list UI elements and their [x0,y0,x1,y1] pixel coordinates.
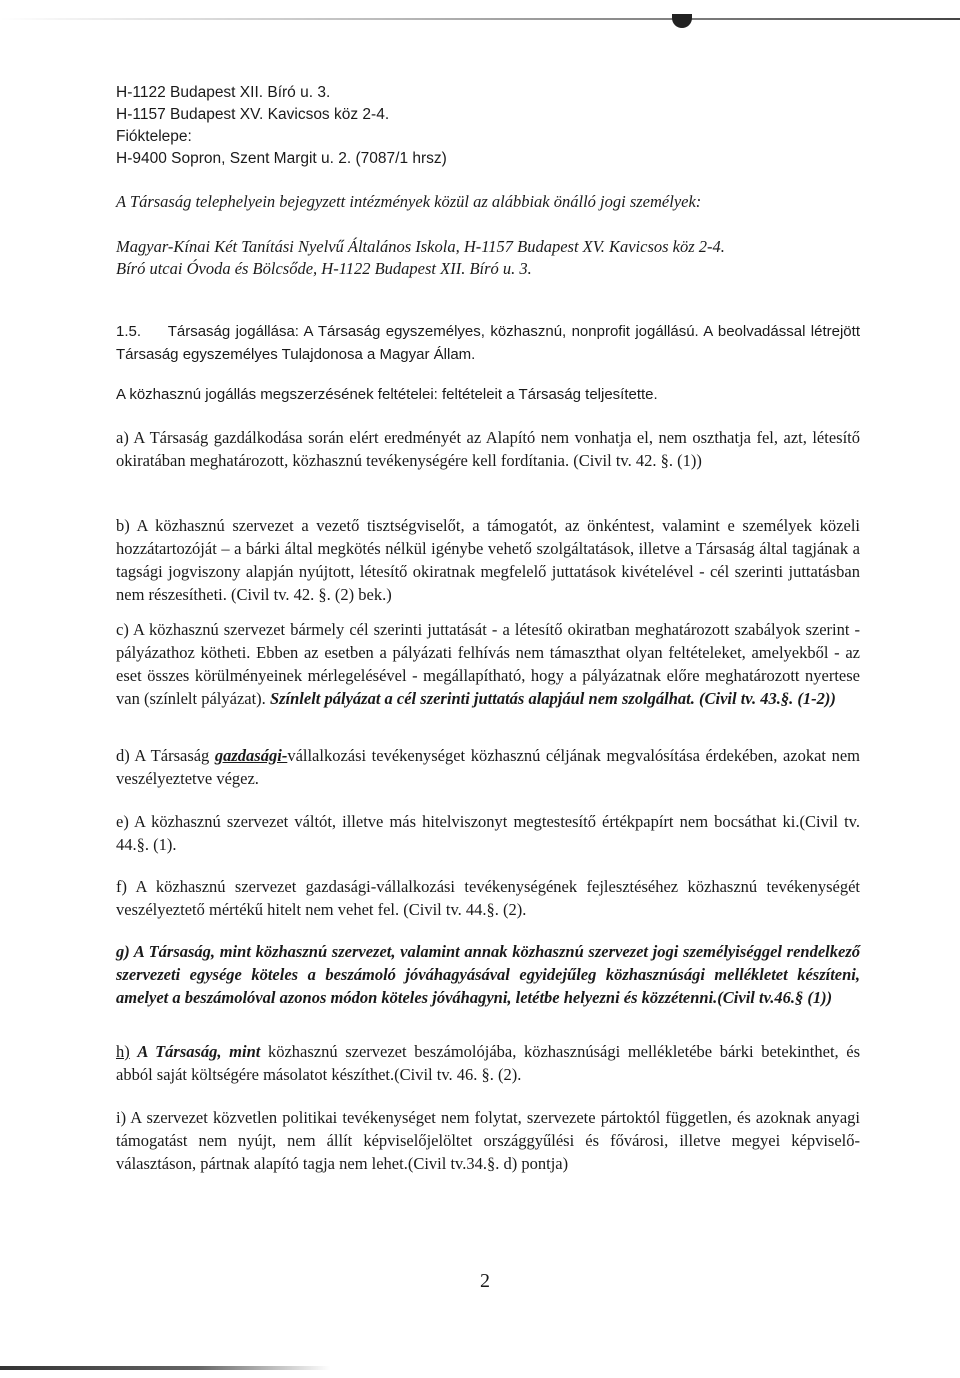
institutions-heading: A Társaság telephelyein bejegyzett intézmények közül az alábbiak önálló jogi személyek: [116,192,702,211]
paragraph-h-emphasis: A Társaság, mint [137,1042,261,1061]
paragraph-d-emphasis: gazdasági- [214,746,288,765]
paragraph-i: i) A szervezet közvetlen politikai tevékenységet nem folytat, szervezete pártoktól független, és azoknak anyagi támogatást nem nyújt, nem állít képviselőjelöltet országgyűlési és fővárosi, illetve megyei képviselő-választáson, pártnak alapító tagja nem lehet.(Civil tv.34.§. d) pontja) [116,1108,860,1173]
paragraph-e: e) A közhasznú szervezet váltót, illetve más hitelviszonyt megtestesítő értékpapírt nem bocsáthat ki.(Civil tv. 44.§. (1). [116,812,860,854]
paragraph-c-emphasis: Színlelt pályázat a cél szerinti juttatás alapjául nem szolgálhat. (Civil tv. 43.§. (1-2)) [269,689,836,708]
address-line: H-9400 Sopron, Szent Margit u. 2. (7087/1 hrsz) [116,150,447,167]
paragraph-c [116,618,860,710]
paragraph-f: f) A közhasznú szervezet gazdasági-vállalkozási tevékenységének fejlesztéséhez közhasznú tevékenységét veszélyeztető mértékű hitelt nem vehet fel. (Civil tv. 44.§. (2). [116,877,860,919]
section-text: Társaság jogállása: A Társaság egyszemélyes, közhasznú, nonprofit jogállású. A beolvadással létrejött Társaság egyszemélyes Tulajdonosa a Magyar Állam. [116,323,860,363]
paragraph-h-suffix: közhasznú szervezet beszámolójába, közhasznúsági mellékletébe bárki betekinthet, és abból saját költségére másolatot készíthet.(Civil tv. 46. §. (2). [116,1042,861,1084]
paragraph-d-suffix: vállalkozási tevékenységet közhasznú céljának megvalósítása érdekében, azokat nem veszélyeztetve végez. [116,746,860,788]
paragraph-d [116,744,860,790]
address-block [116,82,860,170]
section-1-5 [116,320,860,366]
scan-artifact-bottom [0,1366,330,1370]
conditions-line: A közhasznú jogállás megszerzésének feltételei: feltételeit a Társaság teljesítette. [116,386,658,403]
address-line: H-1122 Budapest XII. Bíró u. 3. [116,84,331,101]
institutions-list [116,236,860,280]
paragraph-d-prefix: d) A Társaság [116,746,210,765]
institution-item: Bíró utcai Óvoda és Bölcsőde, H-1122 Budapest XII. Bíró u. 3. [116,259,532,278]
paragraph-h-prefix: h) [116,1042,130,1061]
section-number: 1.5. [116,323,142,340]
paragraph-g: g) A Társaság, mint közhasznú szervezet, valamint annak közhasznú szervezet jogi személyiséggel rendelkező szervezeti egysége köteles a beszámoló jóváhagyásával egyidejűleg közhasznúsági mellékletet készíteni, amelyet a beszámolóval azonos módon köteles jóváhagyni, letétbe helyezni és közzétenni.(Civil tv.46.§ (1)) [116,942,860,1007]
paragraph-c-text: c) A közhasznú szervezet bármely cél szerinti juttatását - a létesítő okiratban meghatározott szabályok szerint - pályázathoz kötheti. Ebben az esetben a pályázati felhívás nem támaszthat olyan feltételeket, amelyekből - az eset összes körülményeinek mérlegelésével - megállapítható, hogy a pályázatnak előre meghatározott nyertese van (színlelt pályázat). [116,620,860,708]
paragraph-b: b) A közhasznú szervezet a vezető tisztségviselőt, a támogatót, az önkéntest, valamint e személyek közeli hozzátartozóját – a bárki által megkötés nélkül igénybe vehető szolgáltatások, illetve a Társaság által tagjának a tagsági jogviszony alapján nyújtott, létesítő okiratnak megfelelő juttatások kivételével - cél szerinti juttatásban nem részesítheti. (Civil tv. 42. §. (2) bek.) [116,516,860,604]
address-line: H-1157 Budapest XV. Kavicsos köz 2-4. [116,106,390,123]
paragraph-h [116,1040,860,1086]
institution-item: Magyar-Kínai Két Tanítási Nyelvű Általános Iskola, H-1157 Budapest XV. Kavicsos köz 2-4. [116,237,725,256]
address-line: Fióktelepe: [116,128,192,145]
page-number: 2 [480,1270,490,1292]
paragraph-a: a) A Társaság gazdálkodása során elért eredményét az Alapító nem vonhatja el, nem oszthatja fel, azt, létesítő okiratában meghatározott, közhasznú tevékenységére kell fordítania. (Civil tv. 42. §. (1)) [116,428,860,470]
